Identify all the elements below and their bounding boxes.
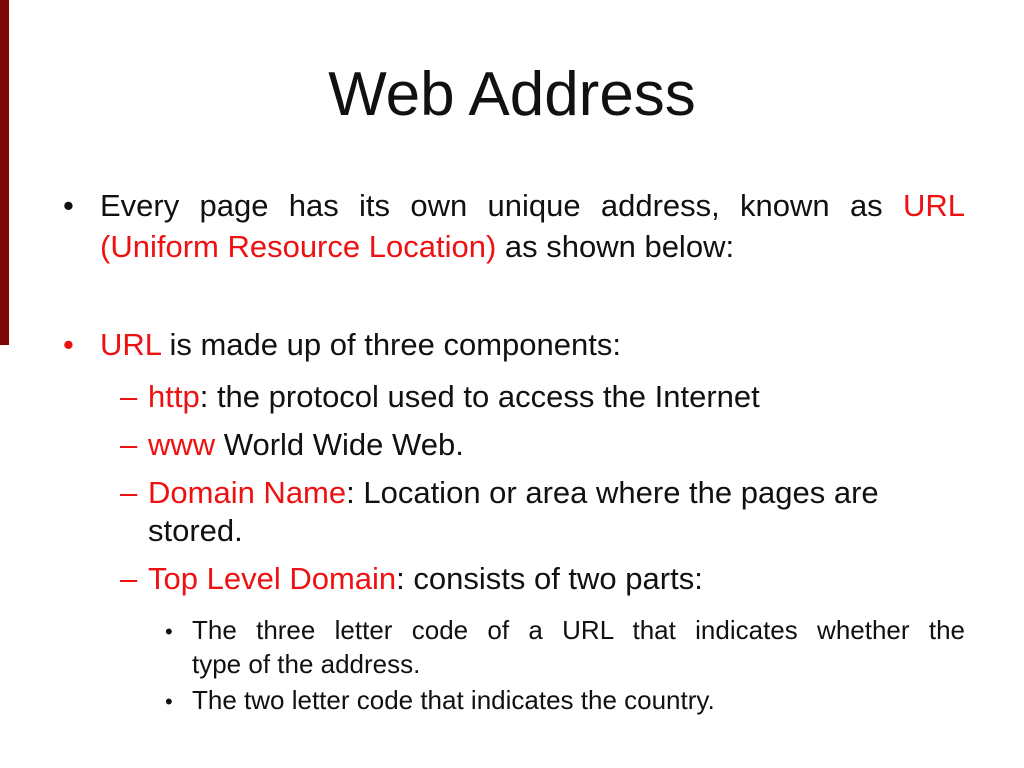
dash-icon: – xyxy=(120,427,138,462)
bullet-item xyxy=(63,325,621,365)
text-segment: : consists of two parts: xyxy=(396,561,703,596)
dash-item xyxy=(120,473,879,513)
dash-item xyxy=(120,377,760,417)
bullet-dot-icon: • xyxy=(165,619,173,644)
text-segment: The two letter code that indicates the country. xyxy=(192,685,715,715)
text-segment: type of the address. xyxy=(192,649,421,679)
text-segment: http xyxy=(148,379,200,414)
text-segment: www xyxy=(148,427,216,462)
sub-bullet-item xyxy=(165,683,715,717)
text-segment: (Uniform Resource Location) xyxy=(100,229,497,264)
dash-icon: – xyxy=(120,379,138,414)
bullet-dot-icon: • xyxy=(165,689,173,714)
text-segment: Every page has its own unique address, known as xyxy=(100,188,903,223)
slide-title: Web Address xyxy=(328,60,696,129)
text-segment: URL xyxy=(902,188,965,223)
text-segment: The three letter code of a URL that indicates whether the xyxy=(192,615,965,645)
bullet-item xyxy=(63,186,965,226)
bullet-item-continuation xyxy=(100,227,734,267)
text-segment: URL xyxy=(100,327,161,362)
left-edge-bar xyxy=(0,0,9,345)
sub-bullet-item xyxy=(165,613,965,647)
text-segment: Top Level Domain xyxy=(148,561,397,596)
dash-item xyxy=(120,559,703,599)
text-segment: as shown below: xyxy=(496,229,735,264)
text-segment: World Wide Web. xyxy=(215,427,464,462)
dash-icon: – xyxy=(120,561,138,596)
text-segment: stored. xyxy=(148,513,243,548)
text-segment: is made up of three components: xyxy=(160,327,621,362)
text-segment: : Location or area where the pages are xyxy=(346,475,879,510)
bullet-dot-icon: • xyxy=(63,188,74,223)
dash-icon: – xyxy=(120,475,138,510)
sub-bullet-continuation xyxy=(192,647,420,681)
dash-item xyxy=(120,425,464,465)
text-segment: Domain Name xyxy=(148,475,347,510)
dash-item-continuation xyxy=(148,511,243,551)
text-segment: : the protocol used to access the Internet xyxy=(199,379,760,414)
bullet-dot-icon: • xyxy=(63,327,74,362)
